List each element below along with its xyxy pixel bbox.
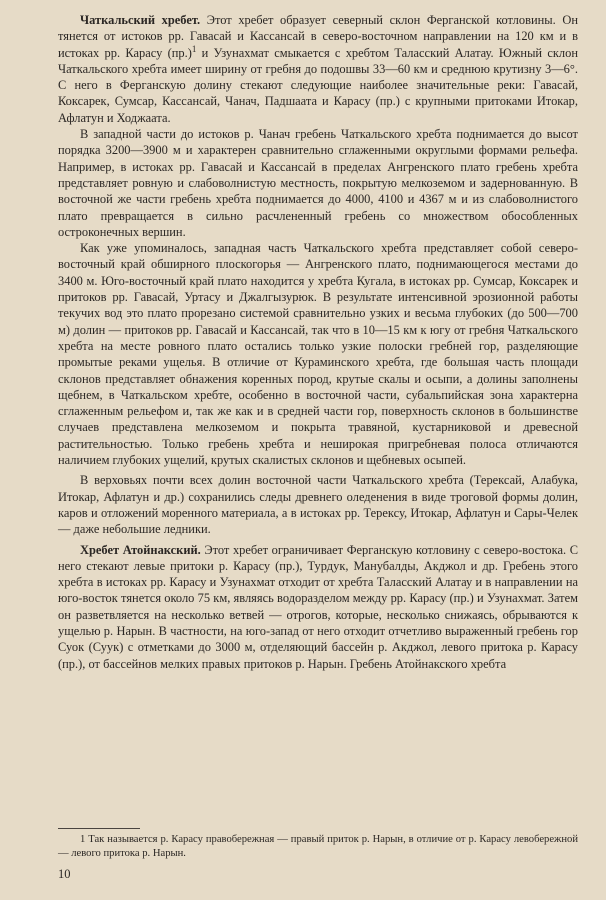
page-number: 10 <box>58 867 71 881</box>
footnote-mark: 1 <box>80 834 86 845</box>
paragraph-western-part: В западной части до истоков р. Чанач гребень Чаткальского хребта поднимается до высот порядка 3200—3900 м и характерен сравнительно сглаженными округлыми формами рельефа. Например, в истоках рр. Гавасай и Кассансай в пределах Ангренского плато гребень хребта представляет ровную и слабоволнистую местность, покрытую мелкоземом и задернованную. В восточной же части гребень хребта поднимается до 4000, 4100 и 4367 м и из слабоволнистого плато превращается в сильно расчлененный гребень со множеством обособленных остроконечных вершин. <box>58 127 578 239</box>
footnote <box>58 833 578 861</box>
section-heading-chatkal: Чаткальский хребет. <box>80 13 201 27</box>
paragraph-atoynak-ridge <box>58 542 578 672</box>
paragraph-angren-plateau: Как уже упоминалось, западная часть Чаткальского хребта представляет собой северо-восточный край обширного плоскогорья — Ангренского плато, поднимающегося местами до 3400 м. Юго-восточный край плато находится у хребта Кугала, в истоках рр. Сумсар, Коксарек и притоков рр. Гавасай, Уртасу и Джалгызурюк. В результате интенсивной эрозионной работы текучих вод это плато прорезано системой сравнительно узких и весьма глубоких (до 500—700 м) долин — притоков рр. Гавасай и Кассансай, так что в 10—15 км к югу от гребня Чаткальского хребта на месте ровного плато остались только узкие полоски гребней гор, разделяющие промытые реками ущелья. В отличие от Кураминского хребта, где большая часть площади склонов представляет обнажения коренных пород, крутые скалы и осыпи, а долины заполнены щебнем, в Чаткальском хребте, особенно в восточной части, субальпийская зона характерна сглаженным рельефом и, так же как и в средней части гор, поверхность склонов в большинстве случаев представлена мелкоземом и покрыта травяной, кустарниковой и древесной растительностью. Только гребень хребта и неширокая пригребневая полоса отличаются наличием глубоких ущелий, крутых скалистых склонов и щебневых осыпей. <box>58 241 578 468</box>
paragraph-text: и Узунахмат смыкается с хребтом Таласский Алатау. Южный склон Чаткальского хребта имеет ширину от гребня до подошвы 33—60 км и среднюю крутизну 3—6°. С него в Ферганскую долину стекают следующие наиболее значительные реки: Гавасай, Коксарек, Сумсар, Кассансай, Чанач, Падшаата и Карасу (пр.) с крупными притоками Итокар, Афлатун и Ходжаата. <box>58 45 579 125</box>
paragraph-glaciation: В верховьях почти всех долин восточной части Чаткальского хребта (Терексай, Алабука, Итокар, Афлатун и др.) сохранились следы древнего оледенения в виде троговой формы долин, каров и отложений моренного материала, а в истоках рр. Терексу, Итокар, Афлатун и Сары-Челек — даже небольшие ледники. <box>58 473 578 537</box>
paragraph-chatkal-ridge <box>58 12 578 126</box>
footnote-divider <box>58 828 140 829</box>
footnote-text: Так называется р. Карасу правобережная — правый приток р. Нарын, в отличие от р. Карасу левобережной — левого притока р. Нарын. <box>58 834 578 859</box>
section-heading-atoynak: Хребет Атойнакский. <box>80 542 201 557</box>
main-text <box>58 12 578 672</box>
paragraph-text: Этот хребет ограничивает Ферганскую котловину с северо-востока. С него стекают левые притоки р. Карасу (пр.), Турдук, Манубалды, Акджол и др. Гребень этого хребта в истоках рр. Карасу и Узунахмат отходит от хребта Таласский Алатау и в направлении на юго-восток тянется около 75 км, являясь водоразделом между рр. Карасу (пр.) и Узунахмат. Затем он разветвляется на несколько ветвей — отрогов, которые, несколько снижаясь, обрываются к ущелью р. Нарын. В частности, на юго-запад от него отходит отчетливо выраженный гребень гор Суок (Суук) с отметками до 3000 м, отделяющий бассейн р. Акджол, левого притока р. Карасу (пр.), от бассейнов мелких правых притоков р. Нарын. Гребень Атойнакского хребта <box>58 542 578 671</box>
footnote-reference: 1 <box>191 43 197 54</box>
paragraph-text: Этот хребет образует северный склон Ферганской котловины. Он тянется от истоков рр. Гавасай и Кассансай в северо-восточном направлении на 120 км и в истоках рр. Карасу (пр.) <box>58 13 578 60</box>
